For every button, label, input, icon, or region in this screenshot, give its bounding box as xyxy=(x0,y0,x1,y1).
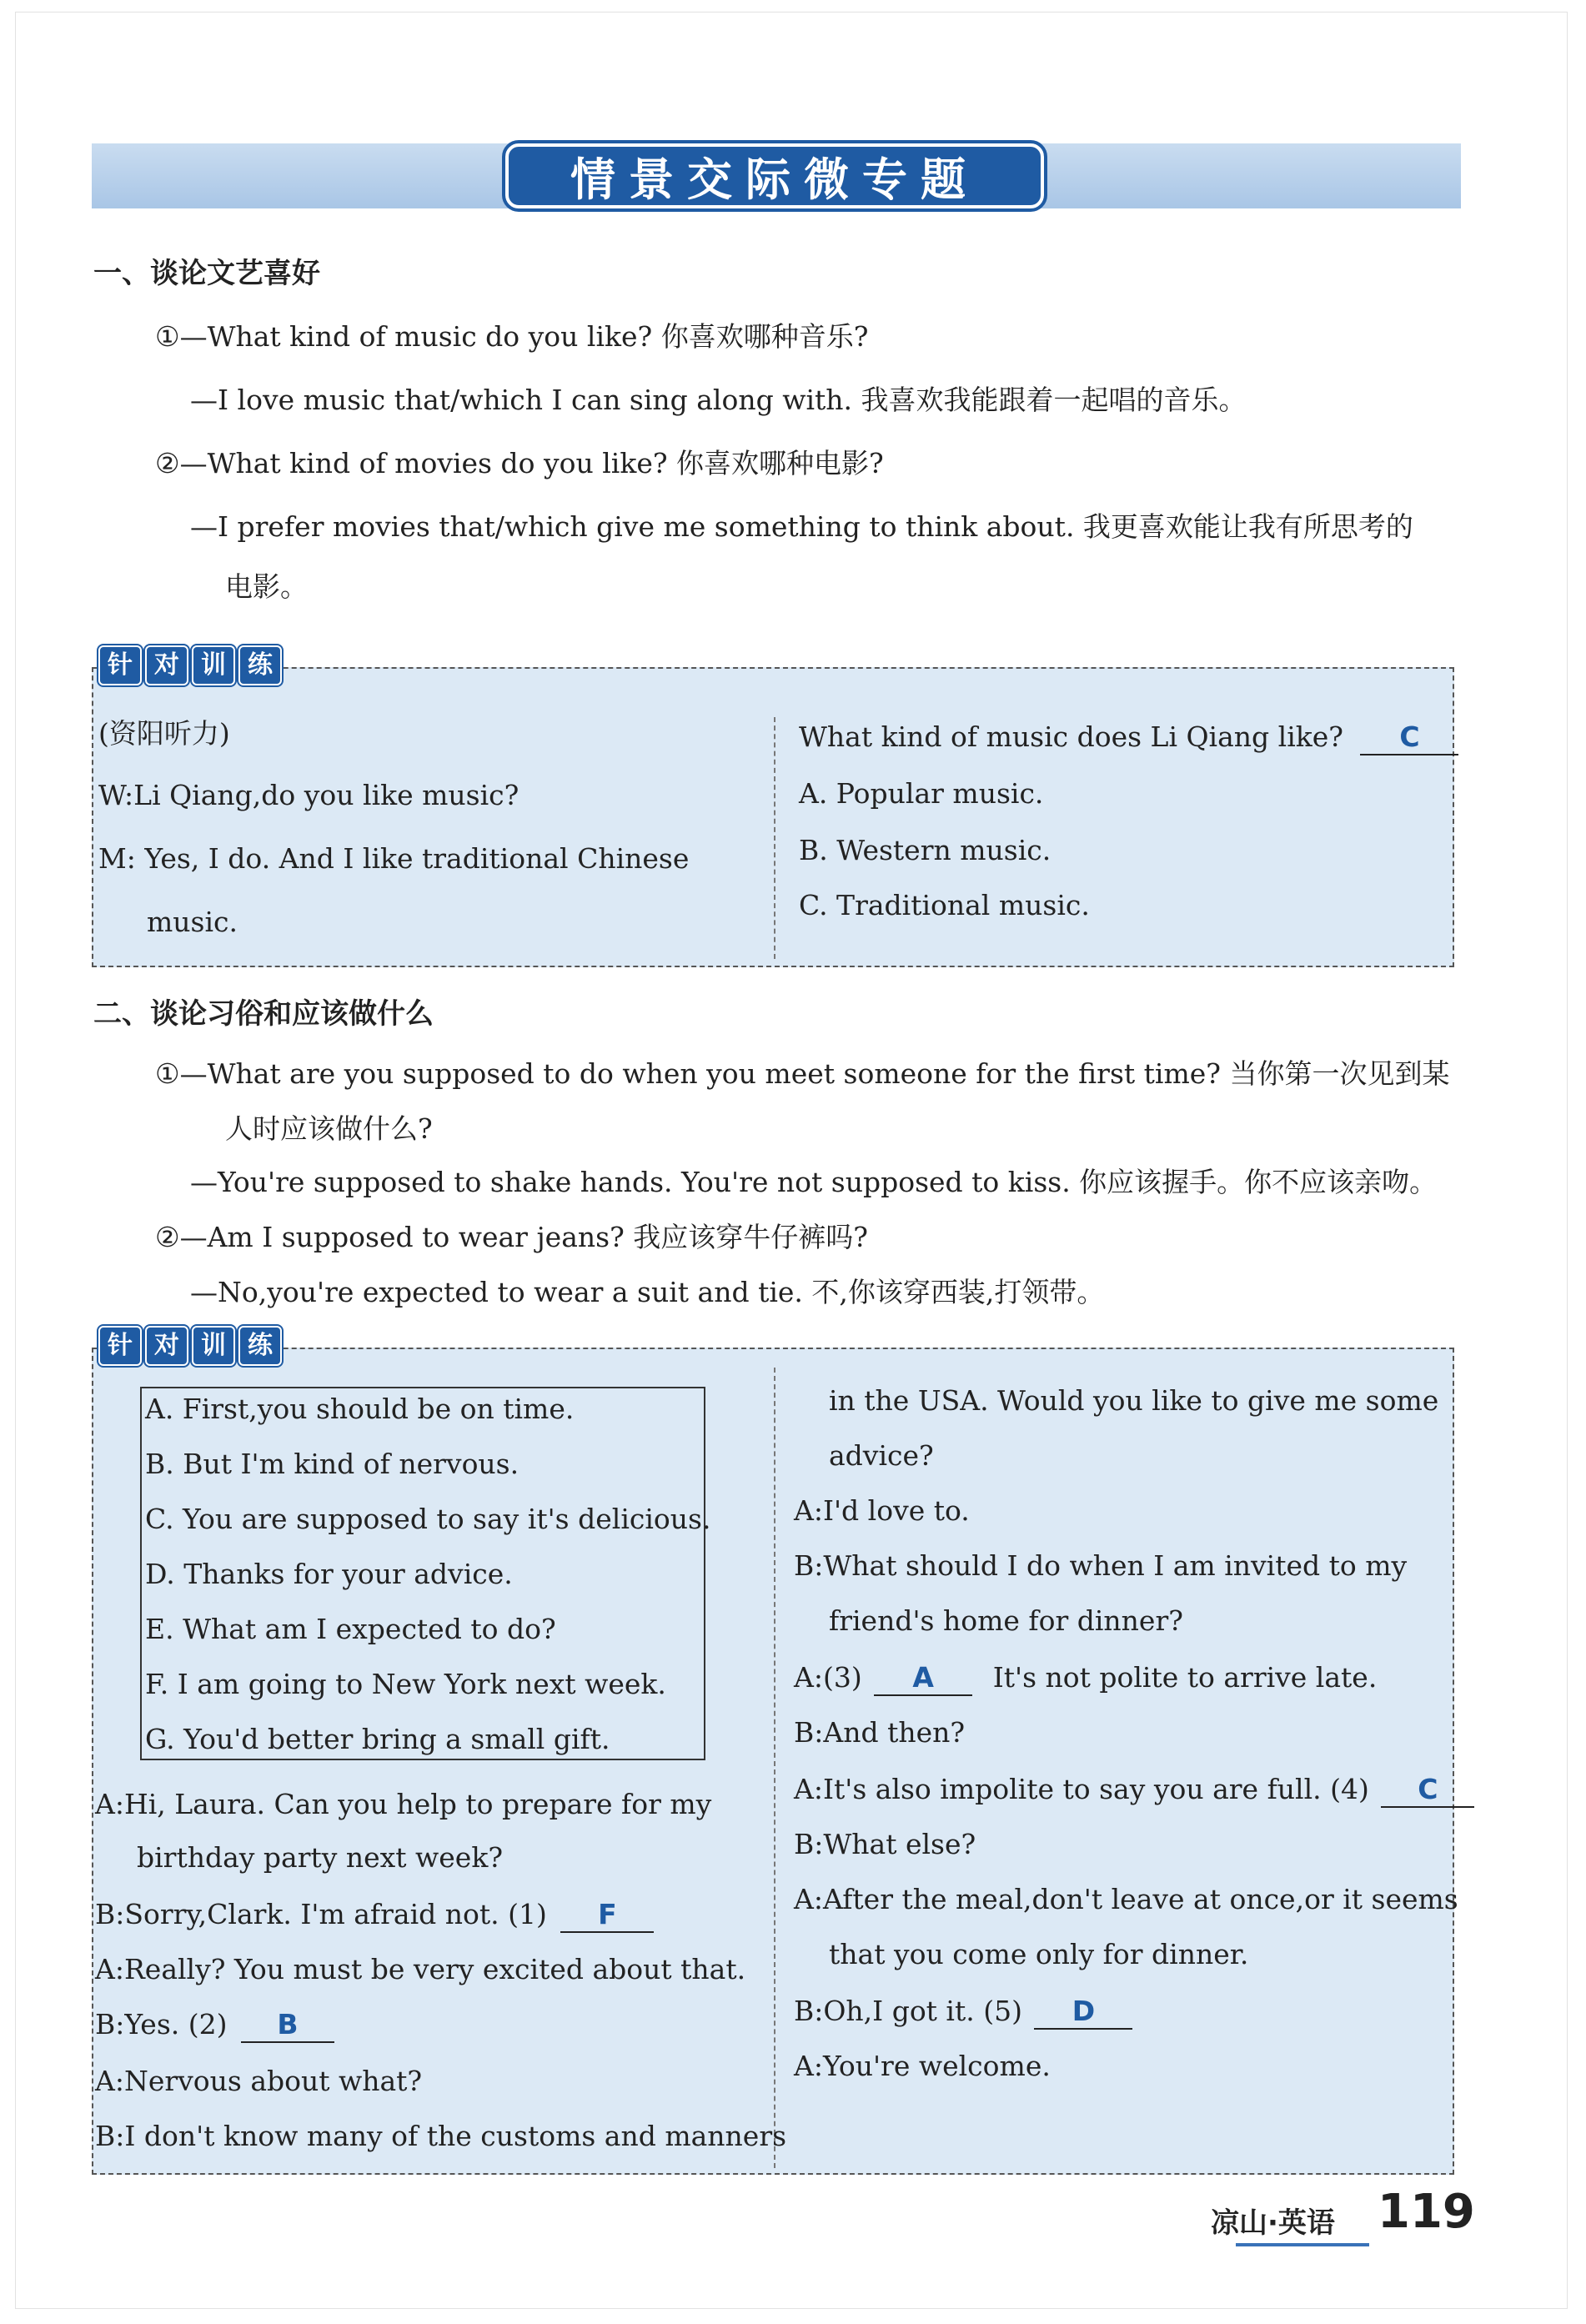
dialog-text: A:It's also impolite to say you are full. (4) xyxy=(794,1773,1369,1805)
practice1-dialog-m-cont: music. xyxy=(147,906,238,938)
section1-line-2: —I love music that/which I can sing along with. 我喜欢我能跟着一起唱的音乐。 xyxy=(190,384,1247,416)
section2-line-5: —No,you're expected to wear a suit and tie. 不,你该穿西装,打领带。 xyxy=(190,1276,1105,1308)
tag-char: 训 xyxy=(192,1326,235,1366)
answer-blank-4: C xyxy=(1381,1773,1474,1808)
left-dialog-line-7: B:I don't know many of the customs and manners xyxy=(95,2120,787,2152)
practice1-dialog-w: W:Li Qiang,do you like music? xyxy=(98,779,519,811)
dialog-text: It's not polite to arrive late. xyxy=(992,1661,1378,1694)
practice1-box xyxy=(92,667,1454,967)
section2-line-2: 人时应该做什么? xyxy=(225,1112,433,1145)
right-dialog-line-13: A:You're welcome. xyxy=(794,2050,1051,2082)
option-d: D. Thanks for your advice. xyxy=(145,1558,513,1590)
answer-blank-3: A xyxy=(874,1661,972,1696)
tag-char: 训 xyxy=(192,645,235,685)
right-dialog-line-8 xyxy=(794,1773,1474,1808)
practice2-divider xyxy=(774,1368,775,2168)
practice1-tag xyxy=(98,645,282,685)
footer-underline xyxy=(1236,2243,1369,2246)
tag-char: 对 xyxy=(145,1326,188,1366)
answer-blank: C xyxy=(1360,720,1458,755)
tag-char: 练 xyxy=(238,645,282,685)
answer-blank-1: F xyxy=(560,1898,654,1933)
practice1-question xyxy=(799,720,1458,755)
option-e: E. What am I expected to do? xyxy=(145,1613,556,1645)
section2-line-4: ②—Am I supposed to wear jeans? 我应该穿牛仔裤吗? xyxy=(155,1221,868,1253)
right-dialog-line-2: advice? xyxy=(829,1439,934,1472)
option-g: G. You'd better bring a small gift. xyxy=(145,1723,610,1755)
left-dialog-line-4: A:Really? You must be very excited about that. xyxy=(95,1953,746,1985)
dialog-text: B:Oh,I got it. (5) xyxy=(794,1995,1022,2027)
option-c: C. You are supposed to say it's delicious. xyxy=(145,1503,711,1535)
dialog-text: B:Yes. (2) xyxy=(95,2008,228,2040)
section1-line-3: ②—What kind of movies do you like? 你喜欢哪种电影? xyxy=(155,447,884,479)
dialog-text: B:Sorry,Clark. I'm afraid not. (1) xyxy=(95,1898,547,1930)
left-dialog-line-5 xyxy=(95,2008,334,2043)
practice1-divider xyxy=(774,717,775,959)
option-f: F. I am going to New York next week. xyxy=(145,1668,666,1700)
right-dialog-line-3: A:I'd love to. xyxy=(794,1494,970,1527)
section2-line-1: ①—What are you supposed to do when you meet someone for the first time? 当你第一次见到某 xyxy=(155,1057,1450,1090)
left-dialog-line-2: birthday party next week? xyxy=(137,1841,504,1874)
option-a: A. First,you should be on time. xyxy=(145,1393,575,1425)
section2-heading: 二、谈论习俗和应该做什么 xyxy=(93,997,434,1031)
page-number: 119 xyxy=(1378,2185,1475,2239)
right-dialog-line-5: friend's home for dinner? xyxy=(829,1604,1183,1637)
section1-line-5: 电影。 xyxy=(225,570,308,603)
tag-char: 针 xyxy=(98,645,142,685)
answer-blank-2: B xyxy=(241,2008,334,2043)
right-dialog-line-11: that you come only for dinner. xyxy=(829,1938,1249,1970)
right-dialog-line-10: A:After the meal,don't leave at once,or it seems xyxy=(794,1883,1458,1915)
right-dialog-line-1: in the USA. Would you like to give me some xyxy=(829,1384,1439,1417)
section1-heading: 一、谈论文艺喜好 xyxy=(93,257,320,290)
tag-char: 针 xyxy=(98,1326,142,1366)
left-dialog-line-3 xyxy=(95,1898,654,1933)
practice1-source: (资阳听力) xyxy=(98,717,230,750)
tag-char: 对 xyxy=(145,645,188,685)
practice1-option-b: B. Western music. xyxy=(799,834,1051,866)
page-title: 情景交际微专题 xyxy=(505,143,1044,208)
dialog-text: A:(3) xyxy=(794,1661,862,1694)
tag-char: 练 xyxy=(238,1326,282,1366)
right-dialog-line-4: B:What should I do when I am invited to my xyxy=(794,1549,1408,1582)
practice1-option-a: A. Popular music. xyxy=(799,777,1044,810)
right-dialog-line-7: B:And then? xyxy=(794,1716,966,1749)
right-dialog-line-9: B:What else? xyxy=(794,1828,976,1860)
section1-line-4: —I prefer movies that/which give me something to think about. 我更喜欢能让我有所思考的 xyxy=(190,510,1413,543)
right-dialog-line-6 xyxy=(794,1661,1377,1696)
right-dialog-line-12 xyxy=(794,1995,1132,2030)
left-dialog-line-1: A:Hi, Laura. Can you help to prepare for my xyxy=(95,1788,712,1820)
option-b: B. But I'm kind of nervous. xyxy=(145,1448,519,1480)
practice2-tag xyxy=(98,1326,282,1366)
section2-line-3: —You're supposed to shake hands. You're not supposed to kiss. 你应该握手。你不应该亲吻。 xyxy=(190,1166,1438,1198)
practice1-option-c: C. Traditional music. xyxy=(799,889,1090,921)
left-dialog-line-6: A:Nervous about what? xyxy=(95,2065,423,2097)
section1-line-1: ①—What kind of music do you like? 你喜欢哪种音乐? xyxy=(155,320,869,353)
question-text: What kind of music does Li Qiang like? xyxy=(799,720,1343,753)
practice1-dialog-m: M: Yes, I do. And I like traditional Chinese xyxy=(98,842,690,875)
footer-region: 凉山·英语 xyxy=(1211,2206,1335,2240)
answer-blank-5: D xyxy=(1034,1995,1132,2030)
